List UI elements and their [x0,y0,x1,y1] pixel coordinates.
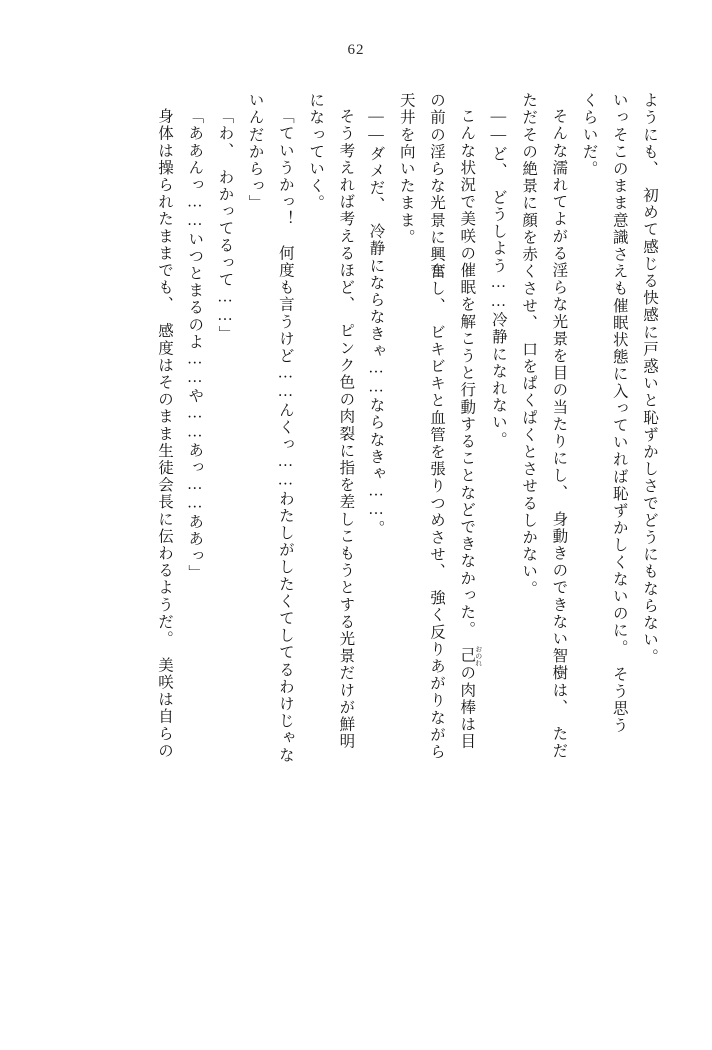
ruby-annotation: 己 おのれ [458,645,483,667]
dialogue-line: 「わ、 わかってるって……」 [216,107,234,343]
page-number: 62 [347,42,365,58]
paragraph: ――ダメだ、 冷静にならなきゃ……ならなきゃ……。 [367,107,385,537]
paragraph: の前の淫らな光景に興奮し、 ビキビキと血管を張りつめさせ、 強く反りあがりながら [427,92,445,761]
body-text-block [62,92,664,982]
paragraph: そう考えれば考えるほど、 ピンク色の肉裂に指を差しこもうとする光景だけが鮮明 [337,107,355,750]
paragraph: ようにも、 初めて感じる快感に戸惑いと恥ずかしさでどうにもならない。 [641,92,658,666]
paragraph: ――ど、 どうしよう……冷静になれない。 [489,107,507,448]
paragraph-with-ruby: こんな状況で美咲の催眠を解こうと行動することなどできなかった。 己 おのれの肉棒は目 [458,107,483,750]
paragraph: 天井を向いたまま。 [397,92,415,246]
paragraph: ただその絶景に顔を赤くさせ、 口をぱくぱくとさせるしかない。 [520,92,538,598]
paragraph: になっていく。 [307,92,325,212]
paragraph: 身体は操られたままでも、 感度はそのまま生徒会長に伝わるようだ。 美咲は自らの [156,107,173,759]
paragraph: そんな濡れてよがる淫らな光景を目の当たりにし、 身動きのできない智樹は、 ただ [550,107,568,759]
paragraph: 「ていうかっ！ 何度も言うけど……んくっ……わたしがしたくてしてるわけじゃな [276,107,294,764]
paragraph: いっそこのまま意識さえも催眠状態に入っていれば恥ずかしくないのに。 そう思う [610,92,628,735]
paragraph: くらいだ。 [580,92,598,178]
dialogue-line: 「ああんっ……いつとまるのよ……や……あっ……ああっ」 [186,107,204,582]
paragraph: いんだからっ」 [246,92,264,212]
